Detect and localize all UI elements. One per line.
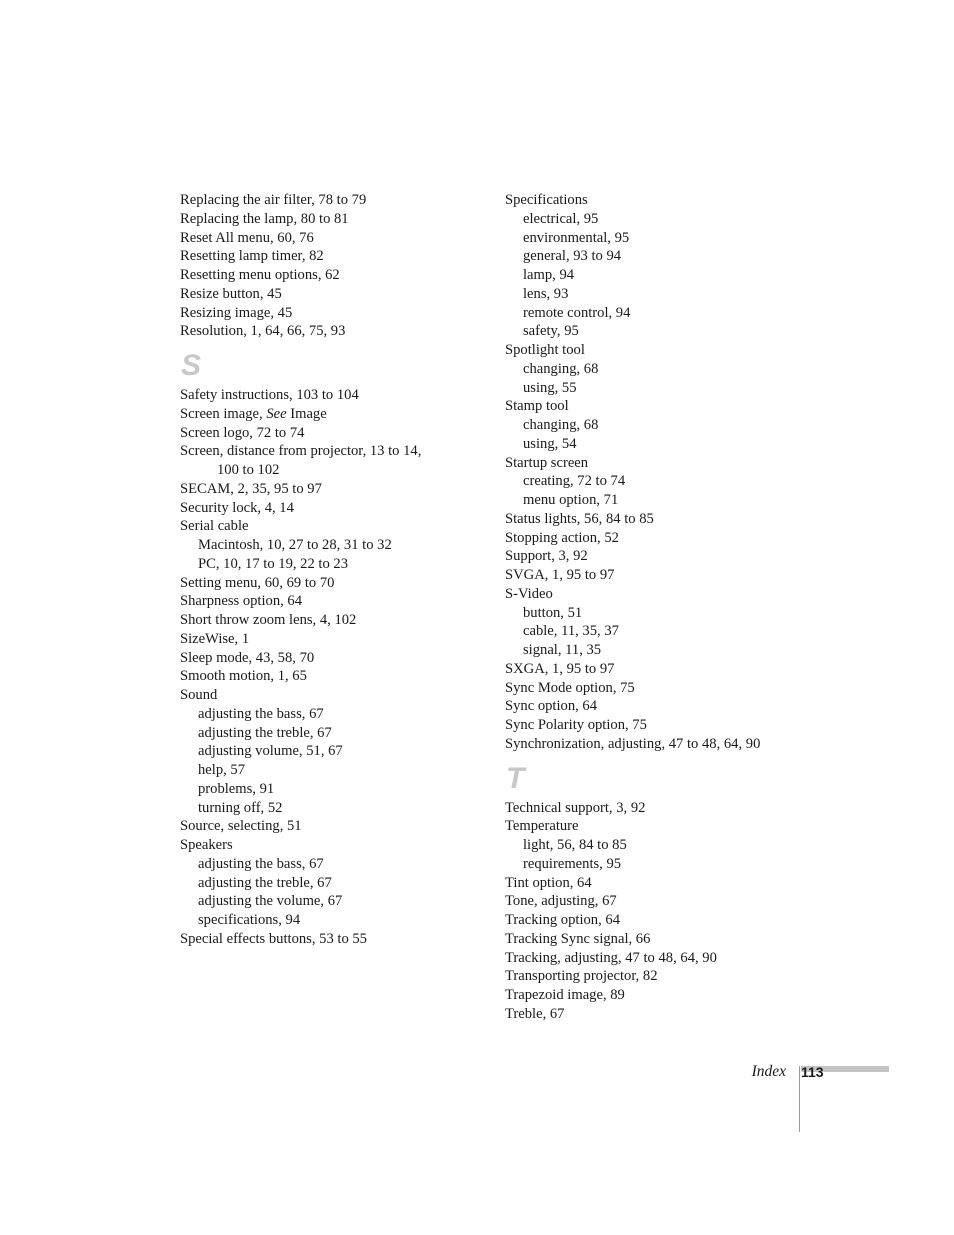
index-entry: S-Video: [505, 585, 553, 602]
index-entry: Tracking Sync signal, 66: [505, 930, 651, 947]
index-entry: Tint option, 64: [505, 874, 592, 891]
index-subentry: adjusting the treble, 67: [198, 724, 332, 741]
index-subentry: changing, 68: [523, 417, 599, 433]
index-subentry: remote control, 94: [523, 304, 631, 321]
index-entry: Trapezoid image, 89: [505, 987, 625, 1003]
index-column-left: [180, 191, 480, 949]
index-entry: Tracking option, 64: [505, 912, 620, 928]
index-subentry: lamp, 94: [523, 267, 575, 283]
index-subentry: creating, 72 to 74: [523, 473, 626, 490]
index-entry: Sync Polarity option, 75: [505, 717, 647, 733]
index-subentry: problems, 91: [198, 780, 275, 797]
index-entry: Synchronization, adjusting, 47 to 48, 64, 90: [505, 735, 761, 752]
index-entry: Special effects buttons, 53 to 55: [180, 930, 367, 947]
index-entry: Spotlight tool: [505, 342, 585, 358]
index-subentry: specifications, 94: [198, 912, 301, 928]
index-entry: Safety instructions, 103 to 104: [180, 387, 359, 403]
index-subentry: general, 93 to 94: [523, 248, 622, 265]
index-entry: Serial cable: [180, 518, 249, 535]
index-entry: Specifications: [505, 192, 588, 208]
page-number: 113: [801, 1064, 824, 1080]
index-subentry: turning off, 52: [198, 799, 283, 816]
index-subentry: using, 54: [523, 435, 577, 452]
index-entry: SizeWise, 1: [180, 630, 250, 647]
index-subentry: button, 51: [523, 604, 583, 621]
index-subentry: environmental, 95: [523, 229, 630, 246]
index-entry: Sound: [180, 687, 218, 703]
index-subentry: signal, 11, 35: [523, 642, 602, 658]
index-entry: Replacing the lamp, 80 to 81: [180, 210, 349, 227]
index-entry: Tracking, adjusting, 47 to 48, 64, 90: [505, 949, 717, 966]
index-entry: Support, 3, 92: [505, 548, 588, 565]
index-subentry: requirements, 95: [523, 855, 622, 872]
entry-term: Screen image,: [180, 405, 267, 422]
index-subentry: adjusting volume, 51, 67: [198, 743, 343, 760]
index-subentry: adjusting the treble, 67: [198, 874, 332, 891]
section-letter-s: S: [181, 349, 202, 382]
index-column-right: [505, 191, 805, 1024]
index-entry: Replacing the air filter, 78 to 79: [180, 192, 367, 208]
index-entry: Resetting menu options, 62: [180, 267, 340, 283]
index-entry: Resize button, 45: [180, 285, 282, 302]
index-subentry: adjusting the bass, 67: [198, 705, 324, 722]
footer-divider: [799, 1066, 800, 1132]
index-entry: Tone, adjusting, 67: [505, 893, 617, 910]
index-subentry: lens, 93: [523, 285, 569, 302]
index-subentry: adjusting the volume, 67: [198, 893, 343, 910]
index-entry: Reset All menu, 60, 76: [180, 229, 314, 246]
index-entry: Sync Mode option, 75: [505, 679, 635, 696]
index-entry: Stopping action, 52: [505, 529, 619, 546]
index-entry: Speakers: [180, 837, 233, 853]
index-entry-screen-image: [180, 405, 480, 424]
index-entry: Screen logo, 72 to 74: [180, 424, 305, 441]
index-entry: Resizing image, 45: [180, 304, 293, 321]
index-entry: Resetting lamp timer, 82: [180, 248, 324, 265]
index-entry: Temperature: [505, 818, 579, 835]
index-entry: Treble, 67: [505, 1005, 565, 1022]
index-subentry: using, 55: [523, 379, 577, 396]
index-entry: Source, selecting, 51: [180, 818, 302, 835]
index-entry: Sleep mode, 43, 58, 70: [180, 649, 315, 666]
index-entry: Smooth motion, 1, 65: [180, 668, 307, 685]
section-letter-t: T: [506, 761, 525, 795]
index-subentry: Macintosh, 10, 27 to 28, 31 to 32: [198, 537, 392, 553]
index-entry: Technical support, 3, 92: [505, 799, 646, 816]
index-entry: Stamp tool: [505, 398, 569, 415]
index-subentry: electrical, 95: [523, 210, 599, 227]
index-subentry: help, 57: [198, 762, 246, 778]
index-entry-continuation: 100 to 102: [217, 462, 280, 478]
index-entry: Resolution, 1, 64, 66, 75, 93: [180, 323, 346, 340]
index-subentry: menu option, 71: [523, 492, 619, 508]
index-entry: Screen, distance from projector, 13 to 14,: [180, 443, 422, 460]
index-entry: Startup screen: [505, 454, 589, 471]
index-entry: Setting menu, 60, 69 to 70: [180, 574, 335, 591]
index-entry: SECAM, 2, 35, 95 to 97: [180, 480, 322, 497]
index-entry: Transporting projector, 82: [505, 968, 658, 985]
index-entry: SVGA, 1, 95 to 97: [505, 567, 615, 583]
index-entry: Short throw zoom lens, 4, 102: [180, 612, 357, 628]
index-entry: Sharpness option, 64: [180, 593, 303, 610]
index-subentry: PC, 10, 17 to 19, 22 to 23: [198, 555, 349, 572]
index-entry: Sync option, 64: [505, 698, 598, 715]
index-subentry: cable, 11, 35, 37: [523, 623, 619, 640]
index-entry: Status lights, 56, 84 to 85: [505, 510, 654, 527]
index-subentry: light, 56, 84 to 85: [523, 837, 627, 853]
index-subentry: changing, 68: [523, 360, 599, 377]
index-entry: SXGA, 1, 95 to 97: [505, 660, 615, 677]
index-entry: Security lock, 4, 14: [180, 499, 294, 516]
index-subentry: adjusting the bass, 67: [198, 855, 324, 872]
index-subentry: safety, 95: [523, 323, 579, 340]
see-reference: See: [266, 405, 287, 422]
footer-section-label: Index: [751, 1063, 786, 1080]
entry-target: Image: [286, 405, 327, 422]
